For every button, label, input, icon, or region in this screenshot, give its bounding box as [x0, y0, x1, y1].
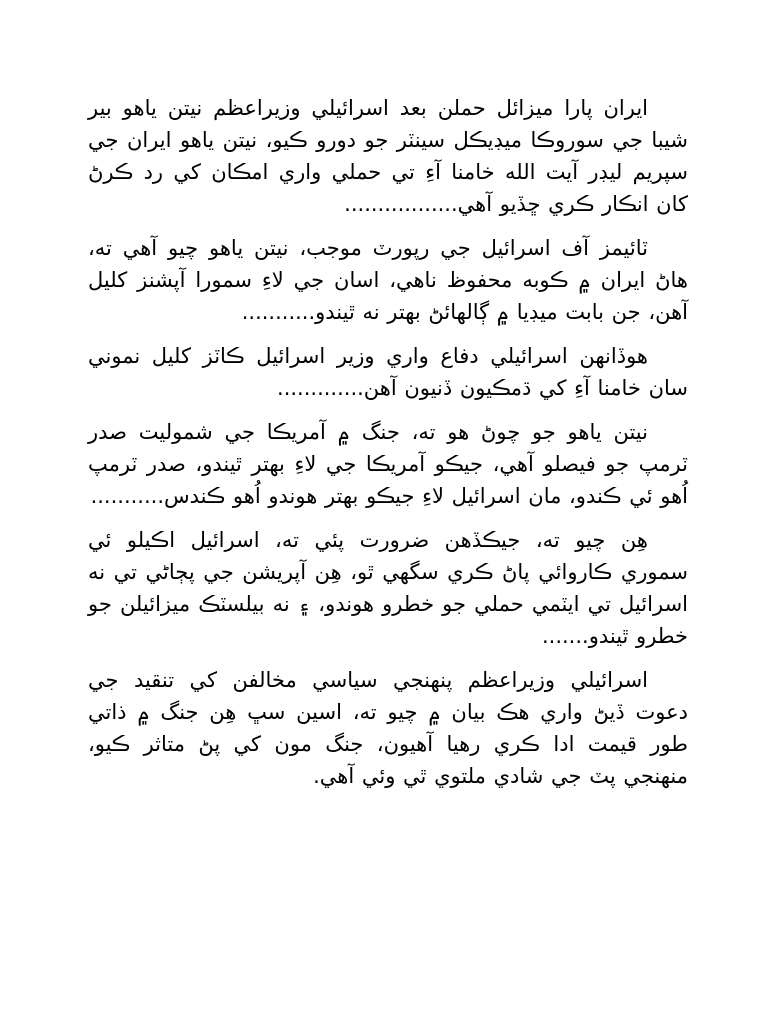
paragraph-4: نيتن ياهو جو چوڻ هو ته، جنگ ۾ آمريڪا جي شموليت صدر ٽرمپ جو فيصلو آهي، جيڪو آمريڪا جي لاءِ بهتر ٿيندو، صدر ٽرمپ اُهو ئي ڪندو، مان اسرائيل لاءِ جيڪو بهتر هوندو اُهو ڪندس...........: [88, 420, 688, 508]
paragraph-1: ايران پارا ميزائل حملن بعد اسرائيلي وزيراعظم نيتن ياهو بير شيبا جي سوروڪا ميڊيڪل سينٽر جو دورو ڪيو، نيتن ياهو ايران جي سپريم ليڊر آيت الله خامنا آءِ تي حملي واري امڪان کي رد ڪرڻ کان انڪار ڪري ڇڏيو آهي.................: [88, 96, 688, 216]
paragraph-3: هوڏانهن اسرائيلي دفاع واري وزير اسرائيل ڪاٽز کليل نموني سان خامنا آءِ کي ڌمڪيون ڏنيون آهن.............: [88, 344, 688, 400]
paragraph-6: اسرائيلي وزيراعظم پنهنجي سياسي مخالفن کي تنقيد جي دعوت ڏيڻ واري هڪ بيان ۾ چيو ته، اسين سڀ هِن جنگ ۾ ذاتي طور قيمت ادا ڪري رهيا آهيون، جنگ مون کي پڻ متاثر ڪيو، منهنجي پٽ جي شادي ملتوي ٿي وئي آهي.: [88, 668, 688, 788]
article-body: [88, 92, 688, 804]
paragraph-2: ٽائيمز آف اسرائيل جي رپورٽ موجب، نيتن ياهو چيو آهي ته، هاڻ ايران ۾ ڪوبه محفوظ ناهي، اسان جي لاءِ سمورا آپشنز کليل آهن، جن بابت ميڊيا ۾ ڳالهائڻ بهتر نه ٿيندو...........: [88, 236, 688, 324]
paragraph-5: هِن چيو ته، جيڪڏهن ضرورت پئي ته، اسرائيل اڪيلو ئي سموري ڪاروائي پاڻ ڪري سگهي ٿو، هِن آپريشن جي پڄاڻي تي نه اسرائيل تي ايٽمي حملي جو خطرو هوندو، ۽ نه بيلسٽڪ ميزائيلن جو خطرو ٿيندو.......: [88, 528, 688, 648]
